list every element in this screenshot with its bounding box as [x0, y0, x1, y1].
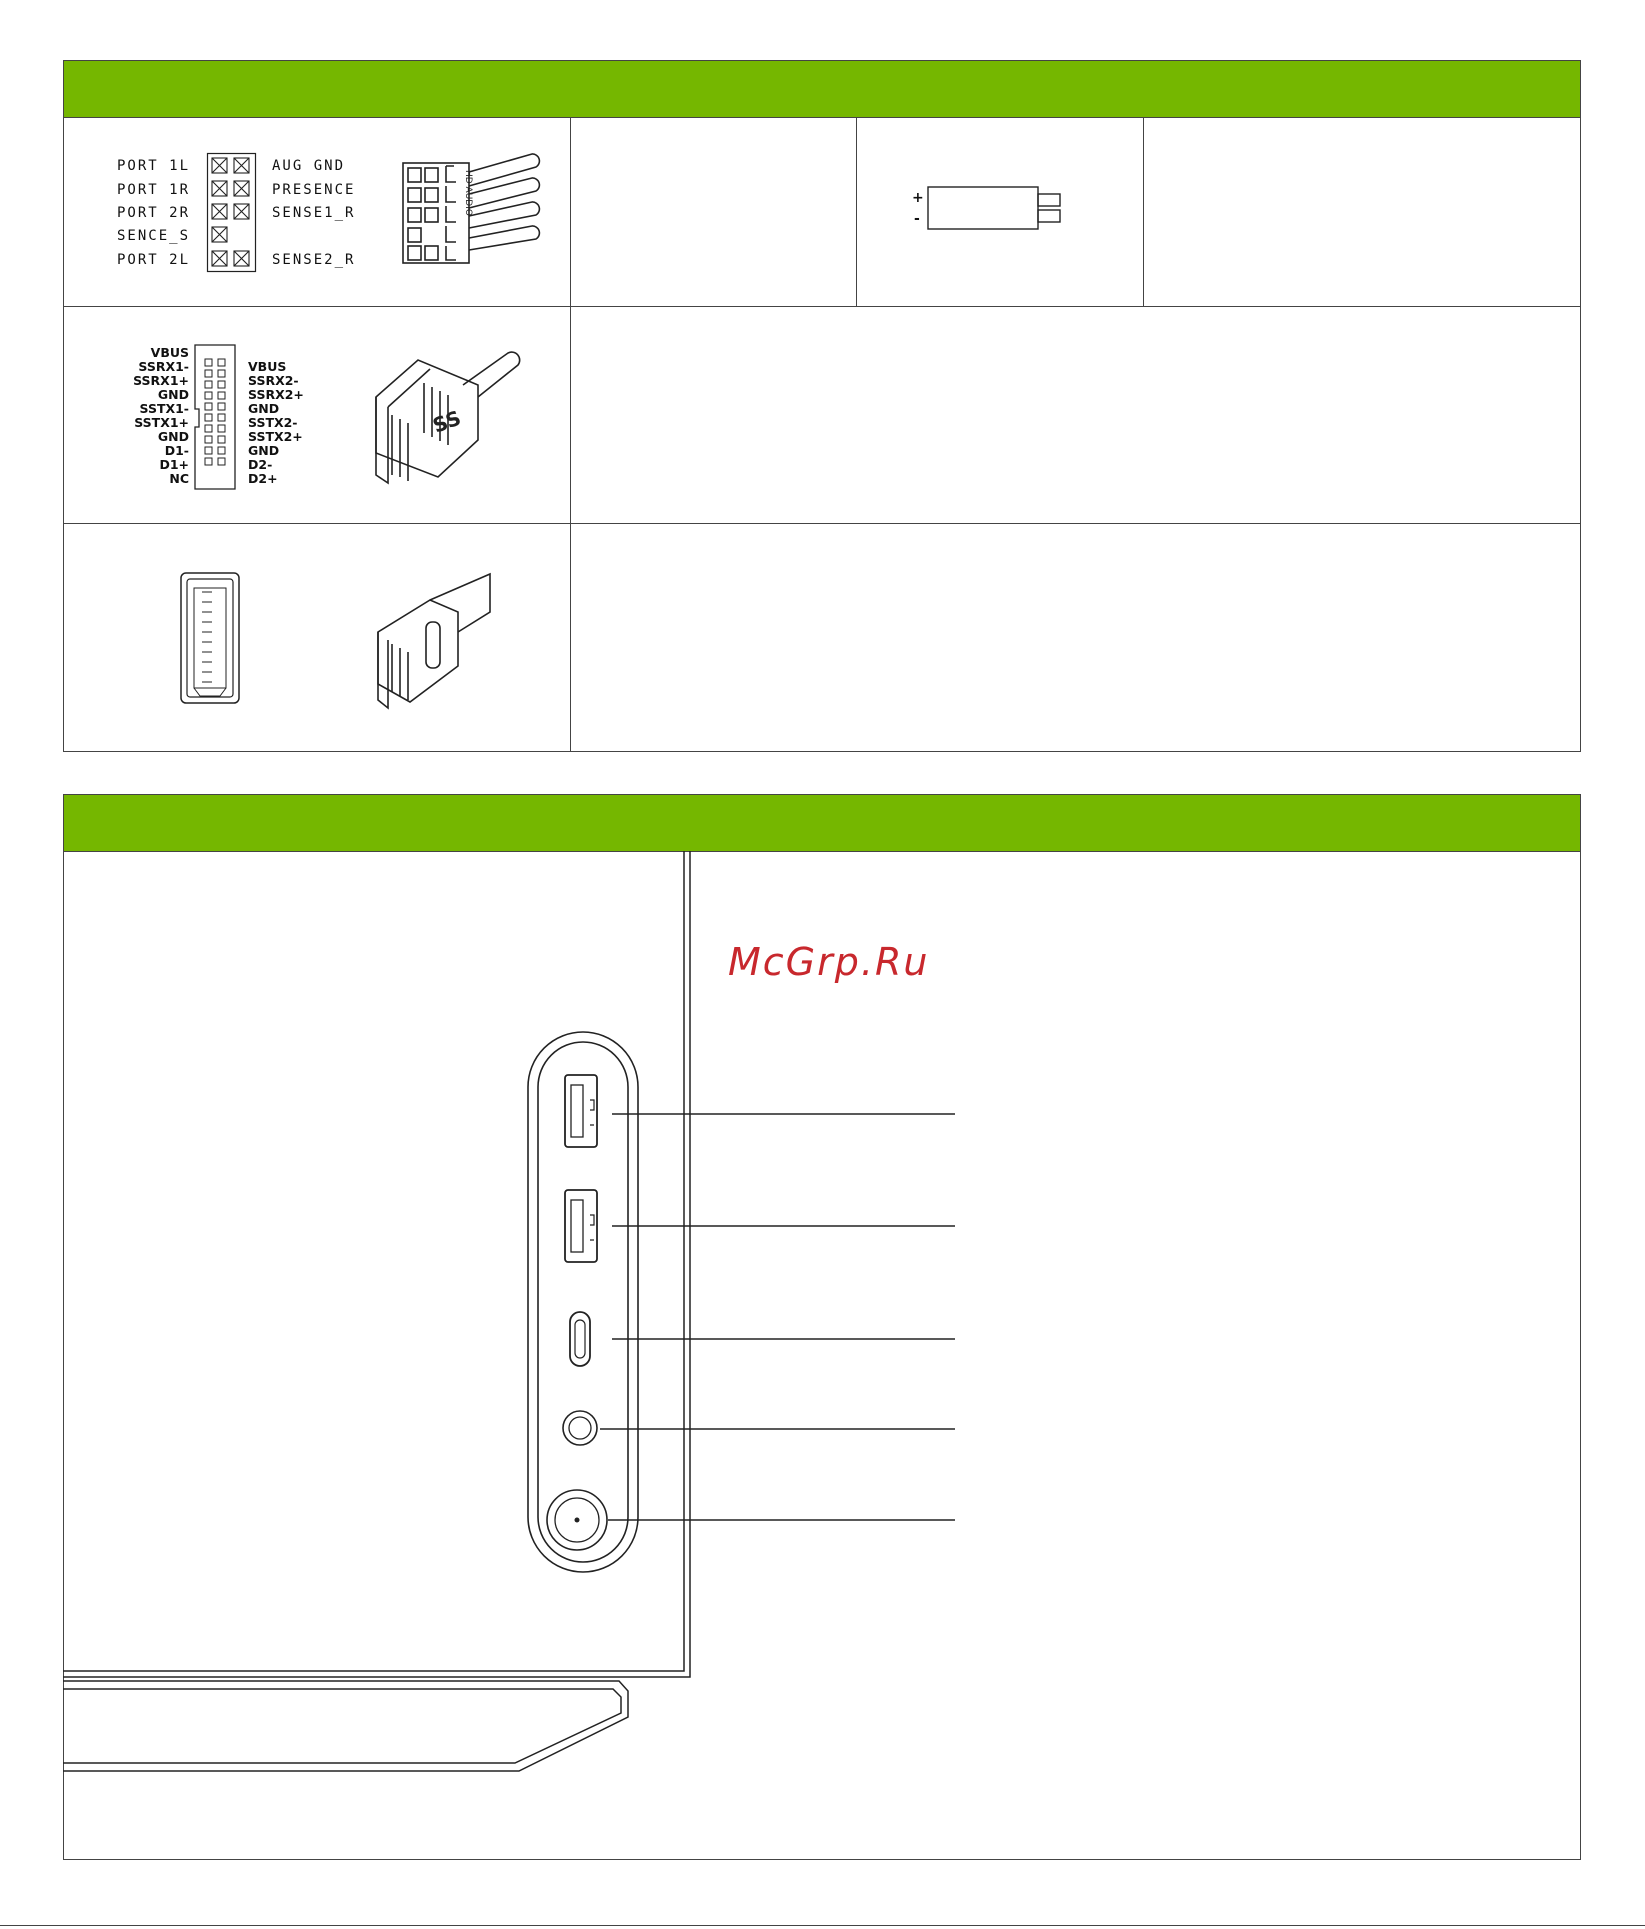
- connector-table-header: [64, 61, 1580, 118]
- hd-audio-connector-icon: [400, 150, 560, 270]
- hd-audio-label: PORT 1R: [117, 182, 191, 198]
- hd-audio-label: PORT 1L: [117, 158, 191, 174]
- watermark: McGrp.Ru: [728, 940, 930, 984]
- footer-rule: [0, 1925, 1645, 1926]
- usb3-description-cell: [571, 307, 1580, 524]
- hd-audio-label: SENSE1_R: [272, 205, 356, 221]
- usbc-description-cell: [571, 524, 1580, 752]
- hd-audio-connector-text: HD AUDIO: [463, 170, 473, 216]
- usb-a-port-1: [565, 1075, 597, 1147]
- usb3-pin-header: [193, 343, 239, 493]
- hd-audio-label: PORT 2R: [117, 205, 191, 221]
- power-button: [547, 1490, 607, 1550]
- front-io-panel: [520, 1030, 980, 1590]
- two-pin-connector-icon: [910, 180, 1080, 240]
- hd-audio-label: PORT 2L: [117, 252, 191, 268]
- hd-audio-label: PRESENCE: [272, 182, 356, 198]
- usb-c-header-socket: [180, 572, 242, 707]
- usb-c-connector-icon: [370, 572, 510, 722]
- hd-audio-description-cell: [571, 118, 857, 307]
- usb3-right-labels: VBUS SSRX2- SSRX2+ GND SSTX2- SSTX2+ GND D2- D2+: [248, 359, 304, 486]
- front-panel-table-header: [64, 795, 1580, 852]
- usb3-connector-text: SS: [429, 405, 464, 438]
- fan-description-cell: [1144, 118, 1580, 307]
- hd-audio-label: SENCE_S: [117, 228, 191, 244]
- usb-c-port: [570, 1312, 590, 1366]
- hd-audio-label: SENSE2_R: [272, 252, 356, 268]
- hd-audio-pin-header: [207, 153, 257, 273]
- plus-sign: +: [912, 190, 924, 206]
- minus-sign: -: [914, 211, 920, 227]
- audio-jack: [563, 1411, 597, 1445]
- usb-a-port-2: [565, 1190, 597, 1262]
- usb3-left-labels: VBUS SSRX1- SSRX1+ GND SSTX1- SSTX1+ GND D1- D1+ NC: [133, 345, 189, 486]
- usb3-connector-icon: [368, 345, 528, 495]
- hd-audio-label: AUG GND: [272, 158, 346, 174]
